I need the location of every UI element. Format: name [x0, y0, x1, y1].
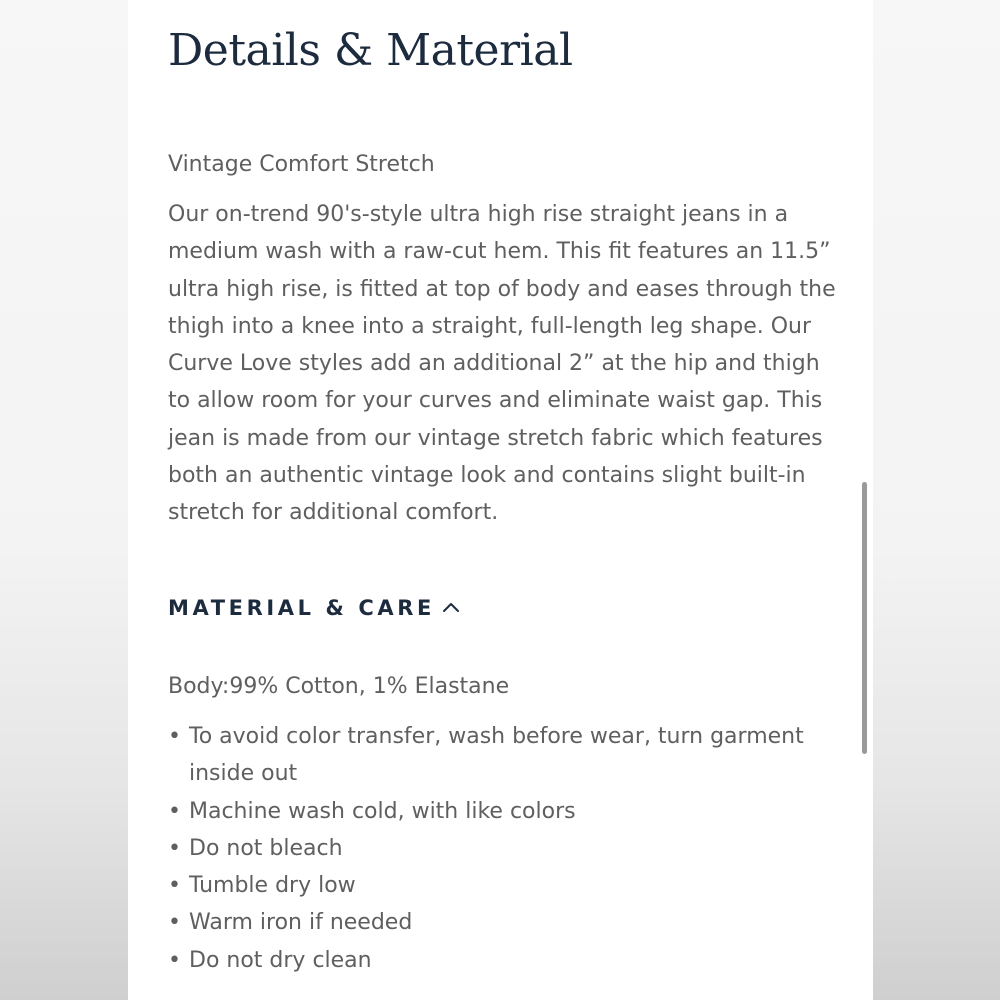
- description-line: medium wash with a raw-cut hem. This fit features an 11.5”: [168, 239, 831, 265]
- material-care-toggle[interactable]: [168, 596, 463, 620]
- care-item-text: To avoid color transfer, wash before wear, turn garment: [189, 724, 804, 749]
- care-item-text: Warm iron if needed: [189, 910, 413, 936]
- description-line: to allow room for your curves and eliminate waist gap. This: [168, 388, 823, 414]
- description-line: stretch for additional comfort.: [168, 500, 499, 526]
- description-line: ultra high rise, is fitted at top of body and eases through the: [168, 276, 836, 302]
- description-line: Our on-trend 90's-style ultra high rise straight jeans in a: [168, 202, 789, 227]
- description-line: both an authentic vintage look and contains slight built-in: [168, 463, 806, 489]
- material-care-heading: MATERIAL & CARE: [168, 596, 435, 620]
- bullet: •: [168, 798, 181, 824]
- fabric-composition: Body:99% Cotton, 1% Elastane: [168, 674, 510, 699]
- bullet: •: [168, 947, 181, 973]
- care-instructions-list: [168, 718, 848, 979]
- bullet: •: [168, 873, 181, 899]
- page-title: Details & Material: [168, 25, 573, 76]
- details-panel: [128, 0, 873, 1000]
- product-description: [168, 196, 848, 532]
- care-item: [168, 830, 848, 867]
- chevron-up-icon: [439, 596, 463, 620]
- care-item: [168, 942, 848, 979]
- care-item: [168, 793, 848, 830]
- care-item-text: Do not dry clean: [189, 947, 372, 973]
- care-item-text: Do not bleach: [189, 835, 343, 861]
- bullet: •: [168, 724, 181, 749]
- care-item-text: inside out: [189, 761, 298, 787]
- description-line: thigh into a knee into a straight, full-length leg shape. Our: [168, 313, 812, 339]
- care-item-text: Machine wash cold, with like colors: [189, 798, 576, 824]
- bullet: •: [168, 835, 181, 861]
- description-line: jean is made from our vintage stretch fabric which features: [168, 425, 823, 451]
- care-item: [168, 718, 848, 793]
- description-line: Curve Love styles add an additional 2” at the hip and thigh: [168, 351, 820, 377]
- fabric-name: Vintage Comfort Stretch: [168, 152, 435, 177]
- care-item: [168, 904, 848, 941]
- scrollbar-thumb[interactable]: [862, 482, 867, 754]
- care-item-text: Tumble dry low: [189, 873, 356, 899]
- care-item: [168, 867, 848, 904]
- bullet: •: [168, 910, 181, 936]
